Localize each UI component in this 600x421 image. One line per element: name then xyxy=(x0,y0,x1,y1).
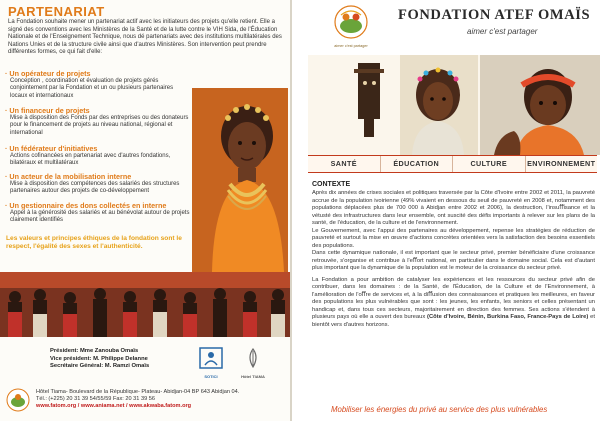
foundation-title: FONDATION ATEF OMAÏS xyxy=(398,7,591,23)
context-paragraph: Après dix années de crises sociales et politiques traversée par la Côte d'Ivoire entre 2002 et 2011, la pauvreté accrue de la population ivoirienne (49% vivaient en dessous du seuil de pauvreté en 2008 et, notamment des populations déplacées plus de 700 000 à Abidjan entre 2002 et 2006), la destruction, l'insuﬃsance et la vétusté des infrastructures dans leur ensemble, ont suscité des déﬁs importants à relever sur les plans de la santé, de l'éducation, de la culture et de l'environnement. xyxy=(312,190,595,226)
board-name: Mme Zanouba Omaïs xyxy=(79,348,139,354)
section-body: Mise à disposition des Fonds par des entreprises ou des donateurs pour le financement de projets au niveau national, régional et international xyxy=(10,115,189,136)
board-name: M. Philippe Delanne xyxy=(93,355,148,362)
sotici-label: SOTICI xyxy=(204,374,218,379)
context-paragraph-text: La Fondation a pour ambition de catalyser les expériences et les ressources du secteur privé aﬁn de contribuer, dans les domaines : de la Santé, de l'Éducation, de la Culture et de l'Environnement, à l'amélioration de l'oﬀre de services et, à la diﬀusion des connaissances et pratiques les meilleures, en faveur des populations les plus vulnérables que sont : les jeunes, les enfants, les seniors et celles présentant un handicap et, dans tous ces secteurs, majoritairement en direction des femmes. Ses actions s'étendent à plusieurs pays où elle a ouvert des bureaux xyxy=(312,276,595,320)
context-paragraph: Dans cette dynamique nationale, il est important que le secteur privé, premier bénéﬁciaire d'une croissance retrouvée, s'organise et contribue à l'eﬀort national, en particulier dans le domaine social. Cela est d'autant plus important que la dynamique de la population est le moteur de la croissance du secteur privé. xyxy=(312,250,595,271)
board-name: M. Ramzi Omaïs xyxy=(104,363,150,370)
section-heading: · Un gestionnaire des dons collectés en interne xyxy=(5,201,167,210)
context-paragraph xyxy=(312,277,595,330)
children-photos xyxy=(308,55,600,155)
board-role: Vice président: xyxy=(50,355,94,362)
board-role: Secrétaire Général: xyxy=(50,363,105,370)
context-paragraph: Le Gouvernement, avec l'appui des partenaires au développement, repense les stratégies de réduction de pauvreté et surtout la mise en œuvre d'actions concrètes orientées vers la satisfaction des besoins essentiels des populations. xyxy=(312,227,595,249)
context-paragraph-end: et bientôt vers d'autres horizons. xyxy=(312,314,595,328)
section-body: Conception , coordination et évaluation de projets gérés conjointement par la Fondation et un ou plusieurs partenaires locaux et internationaux xyxy=(10,78,174,99)
tab-education[interactable]: ÉDUCATION xyxy=(381,156,454,172)
tab-sante[interactable]: SANTÉ xyxy=(308,156,381,172)
context-heading: CONTEXTE xyxy=(312,181,351,188)
section-body: Appel à la générosité des salariés et au bénévolat autour de projets clairement identiﬁés xyxy=(10,210,190,224)
foundation-tagline: aimer c'est partager xyxy=(467,27,538,36)
countries-list: (Côte d'Ivoire, Bénin, Burkina Faso, France-Pays de Loire) xyxy=(427,314,589,320)
section-heading: · Un opérateur de projets xyxy=(5,69,91,78)
section-heading: · Un acteur de la mobilisation interne xyxy=(5,172,132,181)
slogan: Mobiliser les énergies du privé au service des plus vulnérables xyxy=(331,405,548,414)
logo-caption: aimer c'est partager xyxy=(334,44,368,48)
tab-environnement[interactable]: ENVIRONNEMENT xyxy=(527,159,596,168)
address-line: Hôtel Tiama- Boulevard de la République- Plateau- Abidjan-04 BP 643 Abidjan 04. xyxy=(36,389,240,395)
tab-culture[interactable]: CULTURE xyxy=(453,156,526,172)
section-body: Mise à disposition des compétences des salariés des structures partenaires autour des projets de co-développement xyxy=(10,181,180,195)
section-heading: · Un financeur de projets xyxy=(5,106,90,115)
values-statement: Les valeurs et principes éthiques de la fondation sont le respect, l'égalité des sexes et l'authenticité. xyxy=(6,235,182,251)
section-body: Actions coﬁnancées en partenariat avec d'autres fondations, bilatéraux et multilatéraux xyxy=(10,153,171,167)
board-role: Président: xyxy=(50,348,80,354)
websites-line[interactable]: www.fatom.org / www.aniama.net / www.akwaba.fatom.org xyxy=(36,403,192,410)
section-heading: · Un fédérateur d'initiatives xyxy=(5,144,98,153)
tiama-label: Hôtel TIAMA xyxy=(241,374,265,379)
partenariat-intro: La Fondation souhaite mener un partenariat actif avec les initiateurs des projets qu'elle retient. Elle a signé des conventions avec les Ministères de la Santé et de la lutte contre le VIH Sida, de l'Éducation Nationale et de l'Enseignement Technique, nous dé partenariats avec des institutions multilatérales des Nations Unies et de la structure civile ainsi que d'autres Ministères. Son intervention peut prendre différentes formes, ce qui fait d'elle: xyxy=(8,19,282,56)
domain-tabs xyxy=(308,155,597,173)
foundation-logo xyxy=(331,5,371,47)
phone-line: Tél.: (+225) 20 31 39 54/55/59 Fax: 20 31 39 56 xyxy=(36,396,155,403)
partenariat-title: PARTENARIAT xyxy=(8,4,105,19)
context-text xyxy=(312,190,595,329)
